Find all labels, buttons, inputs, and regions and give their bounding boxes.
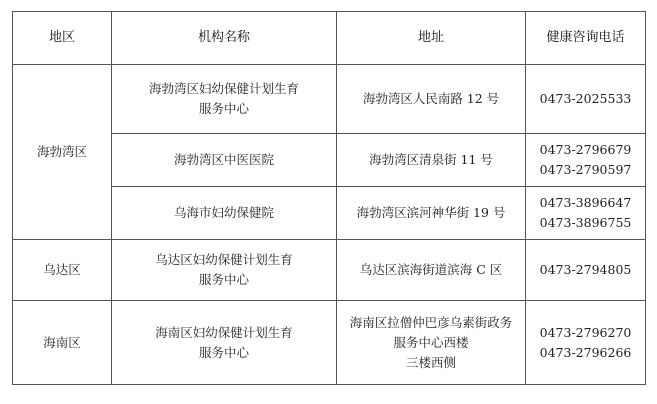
table-row — [13, 301, 646, 385]
org-name-cell: 海勃湾区妇幼保健计划生育 服务中心 — [112, 65, 337, 134]
table-row — [13, 65, 646, 134]
region-cell: 海勃湾区 — [13, 65, 112, 240]
phone-cell: 0473-2796270 0473-2796266 — [526, 301, 646, 385]
org-name-cell: 乌海市妇幼保健院 — [112, 187, 337, 240]
address-cell: 海勃湾区人民南路 12 号 — [337, 65, 526, 134]
header-address: 地址 — [337, 12, 526, 65]
region-cell: 乌达区 — [13, 240, 112, 301]
header-phone: 健康咨询电话 — [526, 12, 646, 65]
header-row — [13, 12, 646, 65]
org-name-cell: 乌达区妇幼保健计划生育 服务中心 — [112, 240, 337, 301]
phone-cell: 0473-2794805 — [526, 240, 646, 301]
org-name-cell: 海勃湾区中医医院 — [112, 134, 337, 187]
address-cell: 海南区拉僧仲巴彦乌素街政务 服务中心西楼 三楼西侧 — [337, 301, 526, 385]
header-org-name: 机构名称 — [112, 12, 337, 65]
region-cell: 海南区 — [13, 301, 112, 385]
table-row — [13, 240, 646, 301]
header-region: 地区 — [13, 12, 112, 65]
address-cell: 海勃湾区清泉街 11 号 — [337, 134, 526, 187]
phone-cell: 0473-2796679 0473-2790597 — [526, 134, 646, 187]
address-cell: 海勃湾区滨河神华街 19 号 — [337, 187, 526, 240]
phone-cell: 0473-3896647 0473-3896755 — [526, 187, 646, 240]
org-name-cell: 海南区妇幼保健计划生育 服务中心 — [112, 301, 337, 385]
phone-cell: 0473-2025533 — [526, 65, 646, 134]
address-cell: 乌达区滨海街道滨海 C 区 — [337, 240, 526, 301]
health-consultation-table — [12, 11, 646, 385]
